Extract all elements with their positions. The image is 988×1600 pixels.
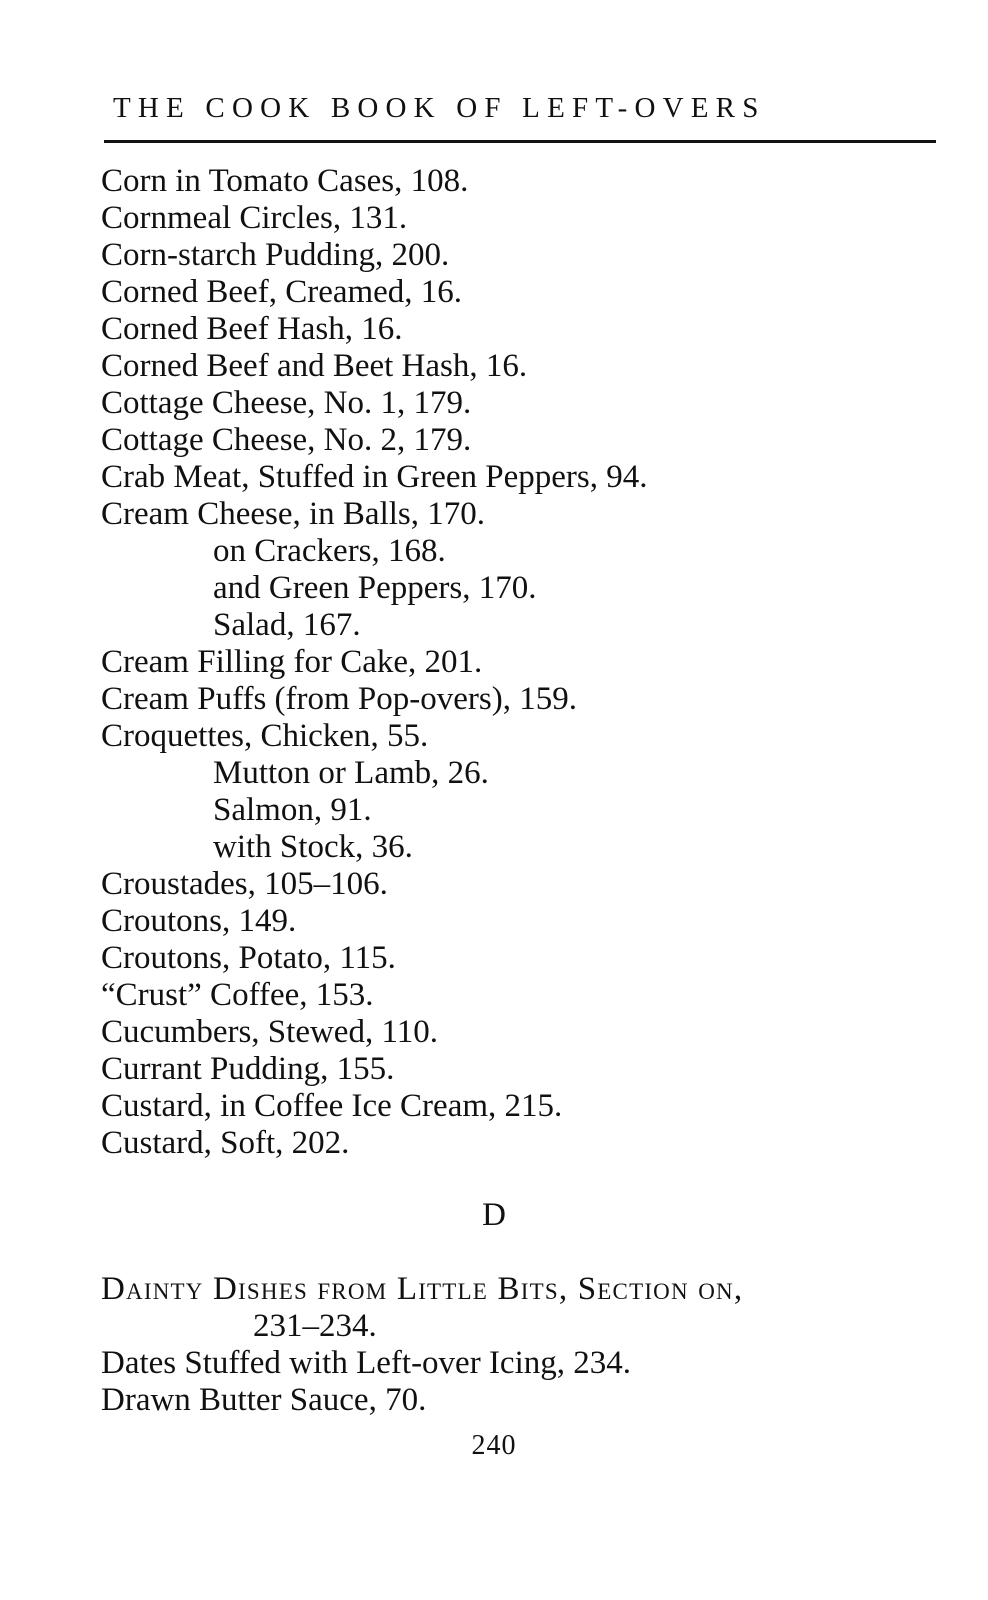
index-entry: Cottage Cheese, No. 1, 179. — [101, 385, 472, 421]
index-entry: Cream Puffs (from Pop-overs), 159. — [101, 681, 577, 717]
index-entry: Custard, Soft, 202. — [101, 1125, 350, 1161]
index-entry: Cornmeal Circles, 131. — [101, 200, 408, 236]
running-head: THE COOK BOOK OF LEFT-OVERS — [113, 92, 766, 124]
index-entry: Currant Pudding, 155. — [101, 1051, 395, 1087]
page-number: 240 — [471, 1430, 517, 1461]
section-letter-d: D — [482, 1197, 506, 1233]
section-heading-pages: 231–234. — [253, 1308, 377, 1344]
index-entry: Corned Beef, Creamed, 16. — [101, 274, 463, 310]
index-entry: Crab Meat, Stuffed in Green Peppers, 94. — [101, 459, 648, 495]
index-subentry: with Stock, 36. — [213, 829, 413, 865]
index-subentry: Salmon, 91. — [213, 792, 372, 828]
index-entry: Croquettes, Chicken, 55. — [101, 718, 429, 754]
index-entry: Cottage Cheese, No. 2, 179. — [101, 422, 472, 458]
index-entry: Dates Stuffed with Left-over Icing, 234. — [101, 1345, 631, 1381]
index-entry: Drawn Butter Sauce, 70. — [101, 1382, 427, 1418]
index-entry: Corn in Tomato Cases, 108. — [101, 163, 469, 199]
index-list-c — [101, 163, 961, 1162]
index-entry: Croustades, 105–106. — [101, 866, 388, 902]
index-entry: Corned Beef and Beet Hash, 16. — [101, 348, 528, 384]
index-list-d — [101, 1271, 961, 1419]
index-entry: Cucumbers, Stewed, 110. — [101, 1014, 438, 1050]
index-entry: Cream Filling for Cake, 201. — [101, 644, 483, 680]
index-subentry: on Crackers, 168. — [213, 533, 446, 569]
index-subentry: and Green Peppers, 170. — [213, 570, 537, 606]
index-subentry: Mutton or Lamb, 26. — [213, 755, 489, 791]
section-heading: Dainty Dishes from Little Bits, Section on, — [101, 1271, 744, 1307]
index-entry: Cream Cheese, in Balls, 170. — [101, 496, 486, 532]
index-subentry: Salad, 167. — [213, 607, 361, 643]
index-entry: Croutons, 149. — [101, 903, 297, 939]
index-entry: Custard, in Coffee Ice Cream, 215. — [101, 1088, 563, 1124]
index-entry: Croutons, Potato, 115. — [101, 940, 396, 976]
index-entry: Corned Beef Hash, 16. — [101, 311, 403, 347]
index-entry: Corn-starch Pudding, 200. — [101, 237, 450, 273]
header-rule — [104, 140, 936, 143]
index-entry: “Crust” Coffee, 153. — [101, 977, 374, 1013]
